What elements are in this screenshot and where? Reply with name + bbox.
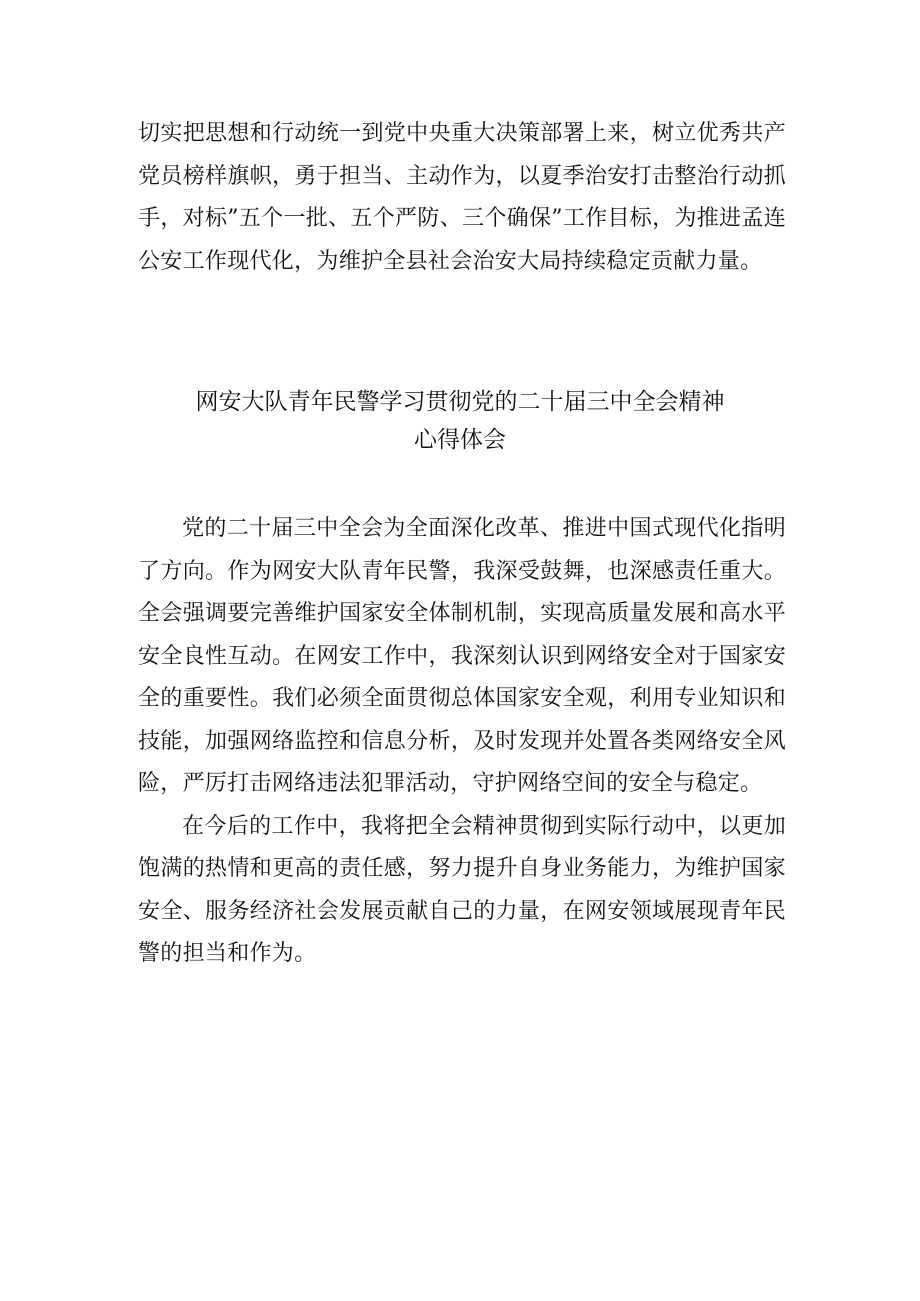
intro-paragraph-text: 切实把思想和行动统一到党中央重大决策部署上来，树立优秀共产党员榜样旗帜，勇于担当、主动作为，以夏季治安打击整治行动抓手，对标”五个一批、五个严防、三个确保”工作目标，为推进孟连公安工作现代化，为维护全县社会治安大局持续稳定贡献力量。 xyxy=(138,121,786,274)
title-line-1: 网安大队青年民警学习贯彻党的二十届三中全会精神 xyxy=(195,389,725,415)
body-paragraph-1: 党的二十届三中全会为全面深化改革、推进中国式现代化指明了方向。作为网安大队青年民警，我深受鼓舞，也深感责任重大。全会强调要完善维护国家安全体制机制，实现高质量发展和高水平安全良性互动。在网安工作中，我深刻认识到网络安全对于国家安全的重要性。我们必须全面贯彻总体国家安全观，利用专业知识和技能，加强网络监控和信息分析，及时发现并处置各类网络安全风险，严厉打击网络违法犯罪活动，守护网络空间的安全与稳定。 xyxy=(138,516,786,796)
title-line-2: 心得体会 xyxy=(414,427,506,453)
intro-paragraph xyxy=(138,113,786,283)
document-title xyxy=(60,383,860,459)
body-paragraph-2: 在今后的工作中，我将把全会精神贯彻到实际行动中，以更加饱满的热情和更高的责任感，努力提升自身业务能力，为维护国家安全、服务经济社会发展贡献自己的力量，在网安领域展现青年民警的担当和作为。 xyxy=(138,813,786,966)
document-body xyxy=(138,508,786,976)
